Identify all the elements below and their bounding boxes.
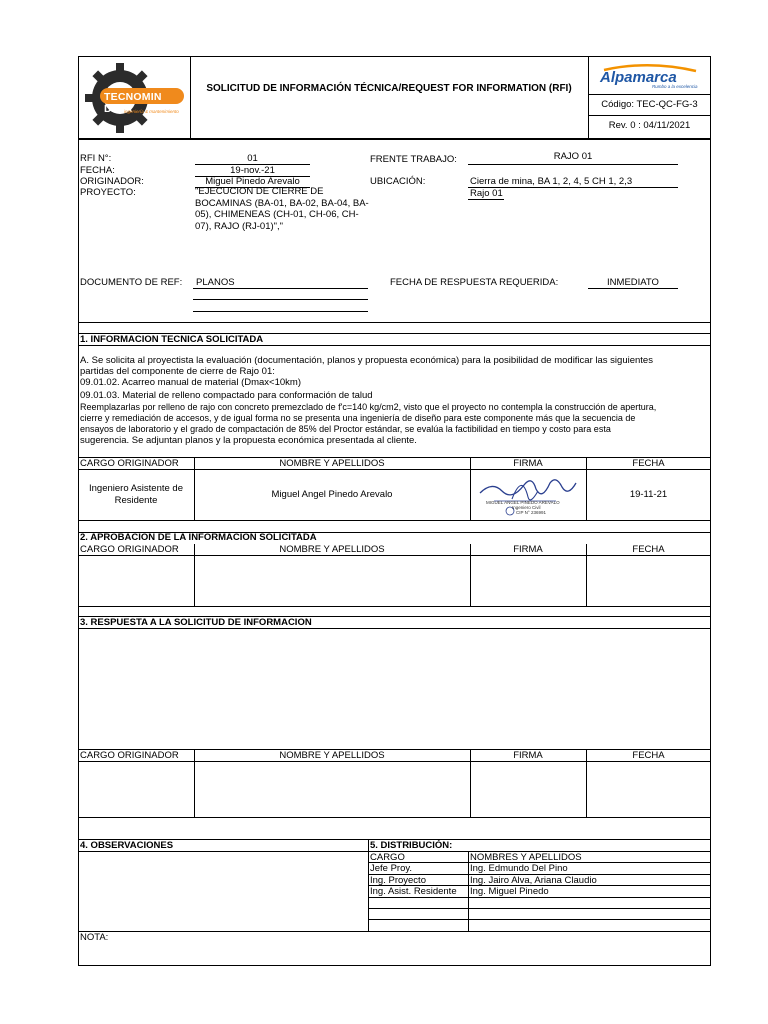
proyecto-value: "EJECUCION DE CIERRE DE BOCAMINAS (BA-01, BA-02, BA-04, BA-05), CHIMENEAS (CH-01, CH-06, CH-07), RAJO (RJ-01)"," xyxy=(195,186,369,232)
logo-text: TECNOMIN DATA xyxy=(104,91,162,115)
nombre-header: NOMBRE Y APELLIDOS xyxy=(279,750,385,761)
divider xyxy=(588,115,711,116)
underline xyxy=(588,288,678,289)
fecha-respuesta-value: INMEDIATO xyxy=(607,277,659,288)
tecnomin-logo xyxy=(84,62,186,134)
distribucion-nombre: Ing. Jairo Alva, Ariana Claudio xyxy=(470,875,597,886)
document-frame xyxy=(78,56,711,966)
divider xyxy=(586,749,587,817)
divider xyxy=(586,544,587,606)
section2-title: 2. APROBACION DE LA INFORMACION SOLICITADA xyxy=(80,532,317,543)
fecha-label: FECHA: xyxy=(80,165,115,176)
distribucion-nombre: Ing. Edmundo Del Pino xyxy=(470,863,568,874)
firma-header: FIRMA xyxy=(513,458,543,469)
sign-date: 19-11-21 xyxy=(629,489,668,500)
distribucion-cargo-header: CARGO xyxy=(370,852,405,863)
divider xyxy=(78,555,711,556)
fecha-header: FECHA xyxy=(632,750,665,761)
divider xyxy=(78,322,711,323)
divider xyxy=(470,749,471,817)
documento-ref-label: DOCUMENTO DE REF: xyxy=(80,277,183,288)
originador-value: Miguel Pinedo Arevalo xyxy=(205,176,300,187)
stamp-title: Ingeniero Civil xyxy=(512,505,541,510)
nota-label: NOTA: xyxy=(80,932,109,943)
request-line: 09.01.03. Material de relleno compactado para conformación de talud xyxy=(80,390,373,401)
divider xyxy=(78,469,711,470)
alpamarca-tagline: Rumbo a la excelencia xyxy=(652,84,698,89)
divider xyxy=(78,345,711,346)
request-line: 09.01.02. Acarreo manual de material (Dmax<10km) xyxy=(80,377,301,388)
divider xyxy=(470,457,471,520)
request-line: cierre y remediación de accesos, y de igual forma no se presenta una ingeniería de diseño para este componente más que la secuencia de xyxy=(80,413,636,423)
cargo-header: CARGO ORIGINADOR xyxy=(80,544,179,555)
section5-title: 5. DISTRIBUCIÓN: xyxy=(370,840,453,851)
fecha-header: FECHA xyxy=(632,544,665,555)
section1-title: 1. INFORMACION TECNICA SOLICITADA xyxy=(80,334,264,345)
fecha-value: 19-nov.-21 xyxy=(230,165,275,176)
rfi-value: 01 xyxy=(247,153,258,164)
divider xyxy=(194,544,195,606)
divider xyxy=(78,520,711,521)
distribucion-cargo: Jefe Proy. xyxy=(370,863,413,874)
nombre-header: NOMBRE Y APELLIDOS xyxy=(279,544,385,555)
alpamarca-logo xyxy=(594,62,706,92)
stamp-name: MIGUEL ANGEL PINEDO AREVALO xyxy=(486,500,560,505)
rfi-label: RFI N°: xyxy=(80,153,112,164)
underline xyxy=(193,299,368,300)
divider xyxy=(368,897,711,898)
frente-trabajo-value: RAJO 01 xyxy=(553,151,593,162)
codigo-text: Código: TEC-QC-FG-3 xyxy=(601,99,698,110)
signer-name: Miguel Angel Pinedo Arevalo xyxy=(271,489,393,500)
request-line: ensayos de laboratorio y el grado de compactación de 85% del Proctor estándar, se evalúa la factibilidad en tiempo y costo para esta xyxy=(80,424,611,434)
firma-header: FIRMA xyxy=(513,544,543,555)
proyecto-label: PROYECTO: xyxy=(80,187,136,198)
divider xyxy=(368,908,711,909)
logo-tagline: ingeniería & mantenimiento xyxy=(124,109,179,114)
section4-title: 4. OBSERVACIONES xyxy=(80,840,174,851)
divider xyxy=(588,94,711,95)
request-line: sugerencia. Se adjuntan planos y la propuesta económica presentada al cliente. xyxy=(80,435,417,446)
divider xyxy=(470,544,471,606)
request-line: partidas del componente de cierre de Rajo 01: xyxy=(80,366,275,377)
distribucion-cargo: Ing. Asist. Residente xyxy=(370,886,457,897)
underline xyxy=(468,199,504,200)
signer-cargo: Ingeniero Asistente de Residente xyxy=(88,483,183,506)
section3-title: 3. RESPUESTA A LA SOLICITUD DE INFORMACION xyxy=(80,617,312,628)
divider xyxy=(78,931,711,932)
frente-trabajo-label: FRENTE TRABAJO: xyxy=(370,154,457,165)
divider xyxy=(368,919,711,920)
documento-ref-value: PLANOS xyxy=(196,277,235,288)
alpamarca-text: Alpamarca xyxy=(600,69,677,86)
fecha-header: FECHA xyxy=(632,458,665,469)
divider xyxy=(190,56,191,139)
document-title: SOLICITUD DE INFORMACIÓN TÉCNICA/REQUEST FOR INFORMATION (RFI) xyxy=(206,83,572,94)
fecha-respuesta-label: FECHA DE RESPUESTA REQUERIDA: xyxy=(390,277,559,288)
stamp-cip: CIP N° 236991 xyxy=(516,510,546,515)
ubicacion-label: UBICACIÓN: xyxy=(370,176,426,187)
revision-text: Rev. 0 : 04/11/2021 xyxy=(608,120,691,131)
request-line: A. Se solicita al proyectista la evaluación (documentación, planos y propuesta económica) para la posibilidad de modificar las siguientes xyxy=(80,355,653,366)
distribucion-nombres-header: NOMBRES Y APELLIDOS xyxy=(470,852,582,863)
underline xyxy=(468,164,678,165)
divider xyxy=(78,606,711,607)
cargo-header: CARGO ORIGINADOR xyxy=(80,458,179,469)
divider xyxy=(78,817,711,818)
divider xyxy=(194,749,195,817)
ubicacion-value: Cierra de mina, BA 1, 2, 4, 5 CH 1, 2,3 xyxy=(470,176,633,187)
signature-image xyxy=(472,471,584,518)
ubicacion-value-2: Rajo 01 xyxy=(470,188,503,199)
underline xyxy=(193,288,368,289)
originador-label: ORIGINADOR: xyxy=(80,176,144,187)
underline xyxy=(193,311,368,312)
divider xyxy=(78,851,368,852)
distribucion-cargo: Ing. Proyecto xyxy=(370,875,426,886)
request-line: Reemplazarlas por relleno de rajo con concreto premezclado de f'c=140 kg/cm2, visto que el proyecto no contempla la construcción de apertura, xyxy=(80,402,657,412)
divider xyxy=(78,138,711,140)
firma-header: FIRMA xyxy=(513,750,543,761)
divider xyxy=(78,628,711,629)
distribucion-nombre: Ing. Miguel Pinedo xyxy=(470,886,549,897)
nombre-header: NOMBRE Y APELLIDOS xyxy=(279,458,385,469)
divider xyxy=(78,761,711,762)
cargo-header: CARGO ORIGINADOR xyxy=(80,750,179,761)
